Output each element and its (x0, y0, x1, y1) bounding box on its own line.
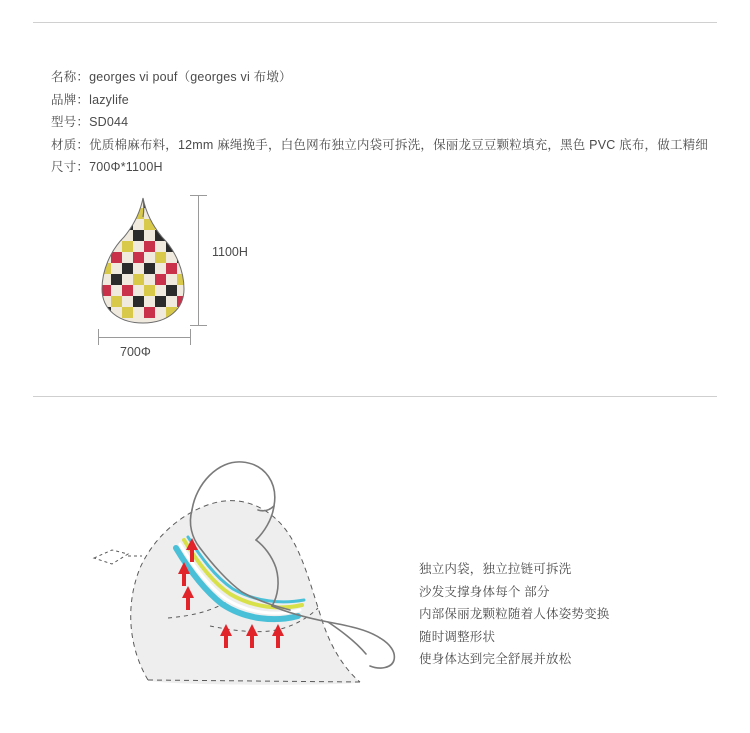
feature-list (419, 558, 610, 671)
bean-bag-icon (100, 197, 186, 325)
feature-item-0: 独立内袋，独立拉链可拆洗 (419, 562, 572, 576)
seating-illustration (60, 440, 420, 720)
spec-line-model: 型号：SD044 (51, 115, 129, 129)
feature-item-2: 内部保丽龙颗粒随着人体姿势变换 (419, 607, 610, 621)
height-cap-bottom (190, 325, 207, 326)
width-dimension-line (98, 337, 190, 338)
spec-line-material: 材质：优质棉麻布料，12mm 麻绳挽手，白色网布独立内袋可拆洗，保丽龙豆豆颗粒填充，黑色 PVC 底布，做工精细 (51, 137, 709, 152)
height-dimension-line (198, 195, 199, 325)
divider-top (33, 22, 717, 23)
spec-line-name: 名称：georges vi pouf（georges vi 布墩） (51, 70, 292, 84)
product-spec-block (51, 66, 708, 179)
feature-item-1: 沙发支撑身体每个 部分 (419, 584, 550, 599)
feature-item-4: 使身体达到完全舒展并放松 (419, 652, 572, 666)
spec-line-size: 尺寸：700Φ*1100H (51, 160, 163, 174)
width-cap-right (190, 329, 191, 345)
divider-middle (33, 396, 717, 397)
bean-bag-shape (131, 501, 360, 685)
pointer-dashed-icon (94, 550, 142, 564)
dimension-diagram (90, 195, 320, 370)
spec-line-brand: 品牌：lazylife (51, 92, 129, 107)
height-dimension-label: 1100H (212, 245, 248, 259)
width-dimension-label: 700Φ (120, 345, 151, 359)
feature-item-3: 随时调整形状 (419, 629, 496, 644)
